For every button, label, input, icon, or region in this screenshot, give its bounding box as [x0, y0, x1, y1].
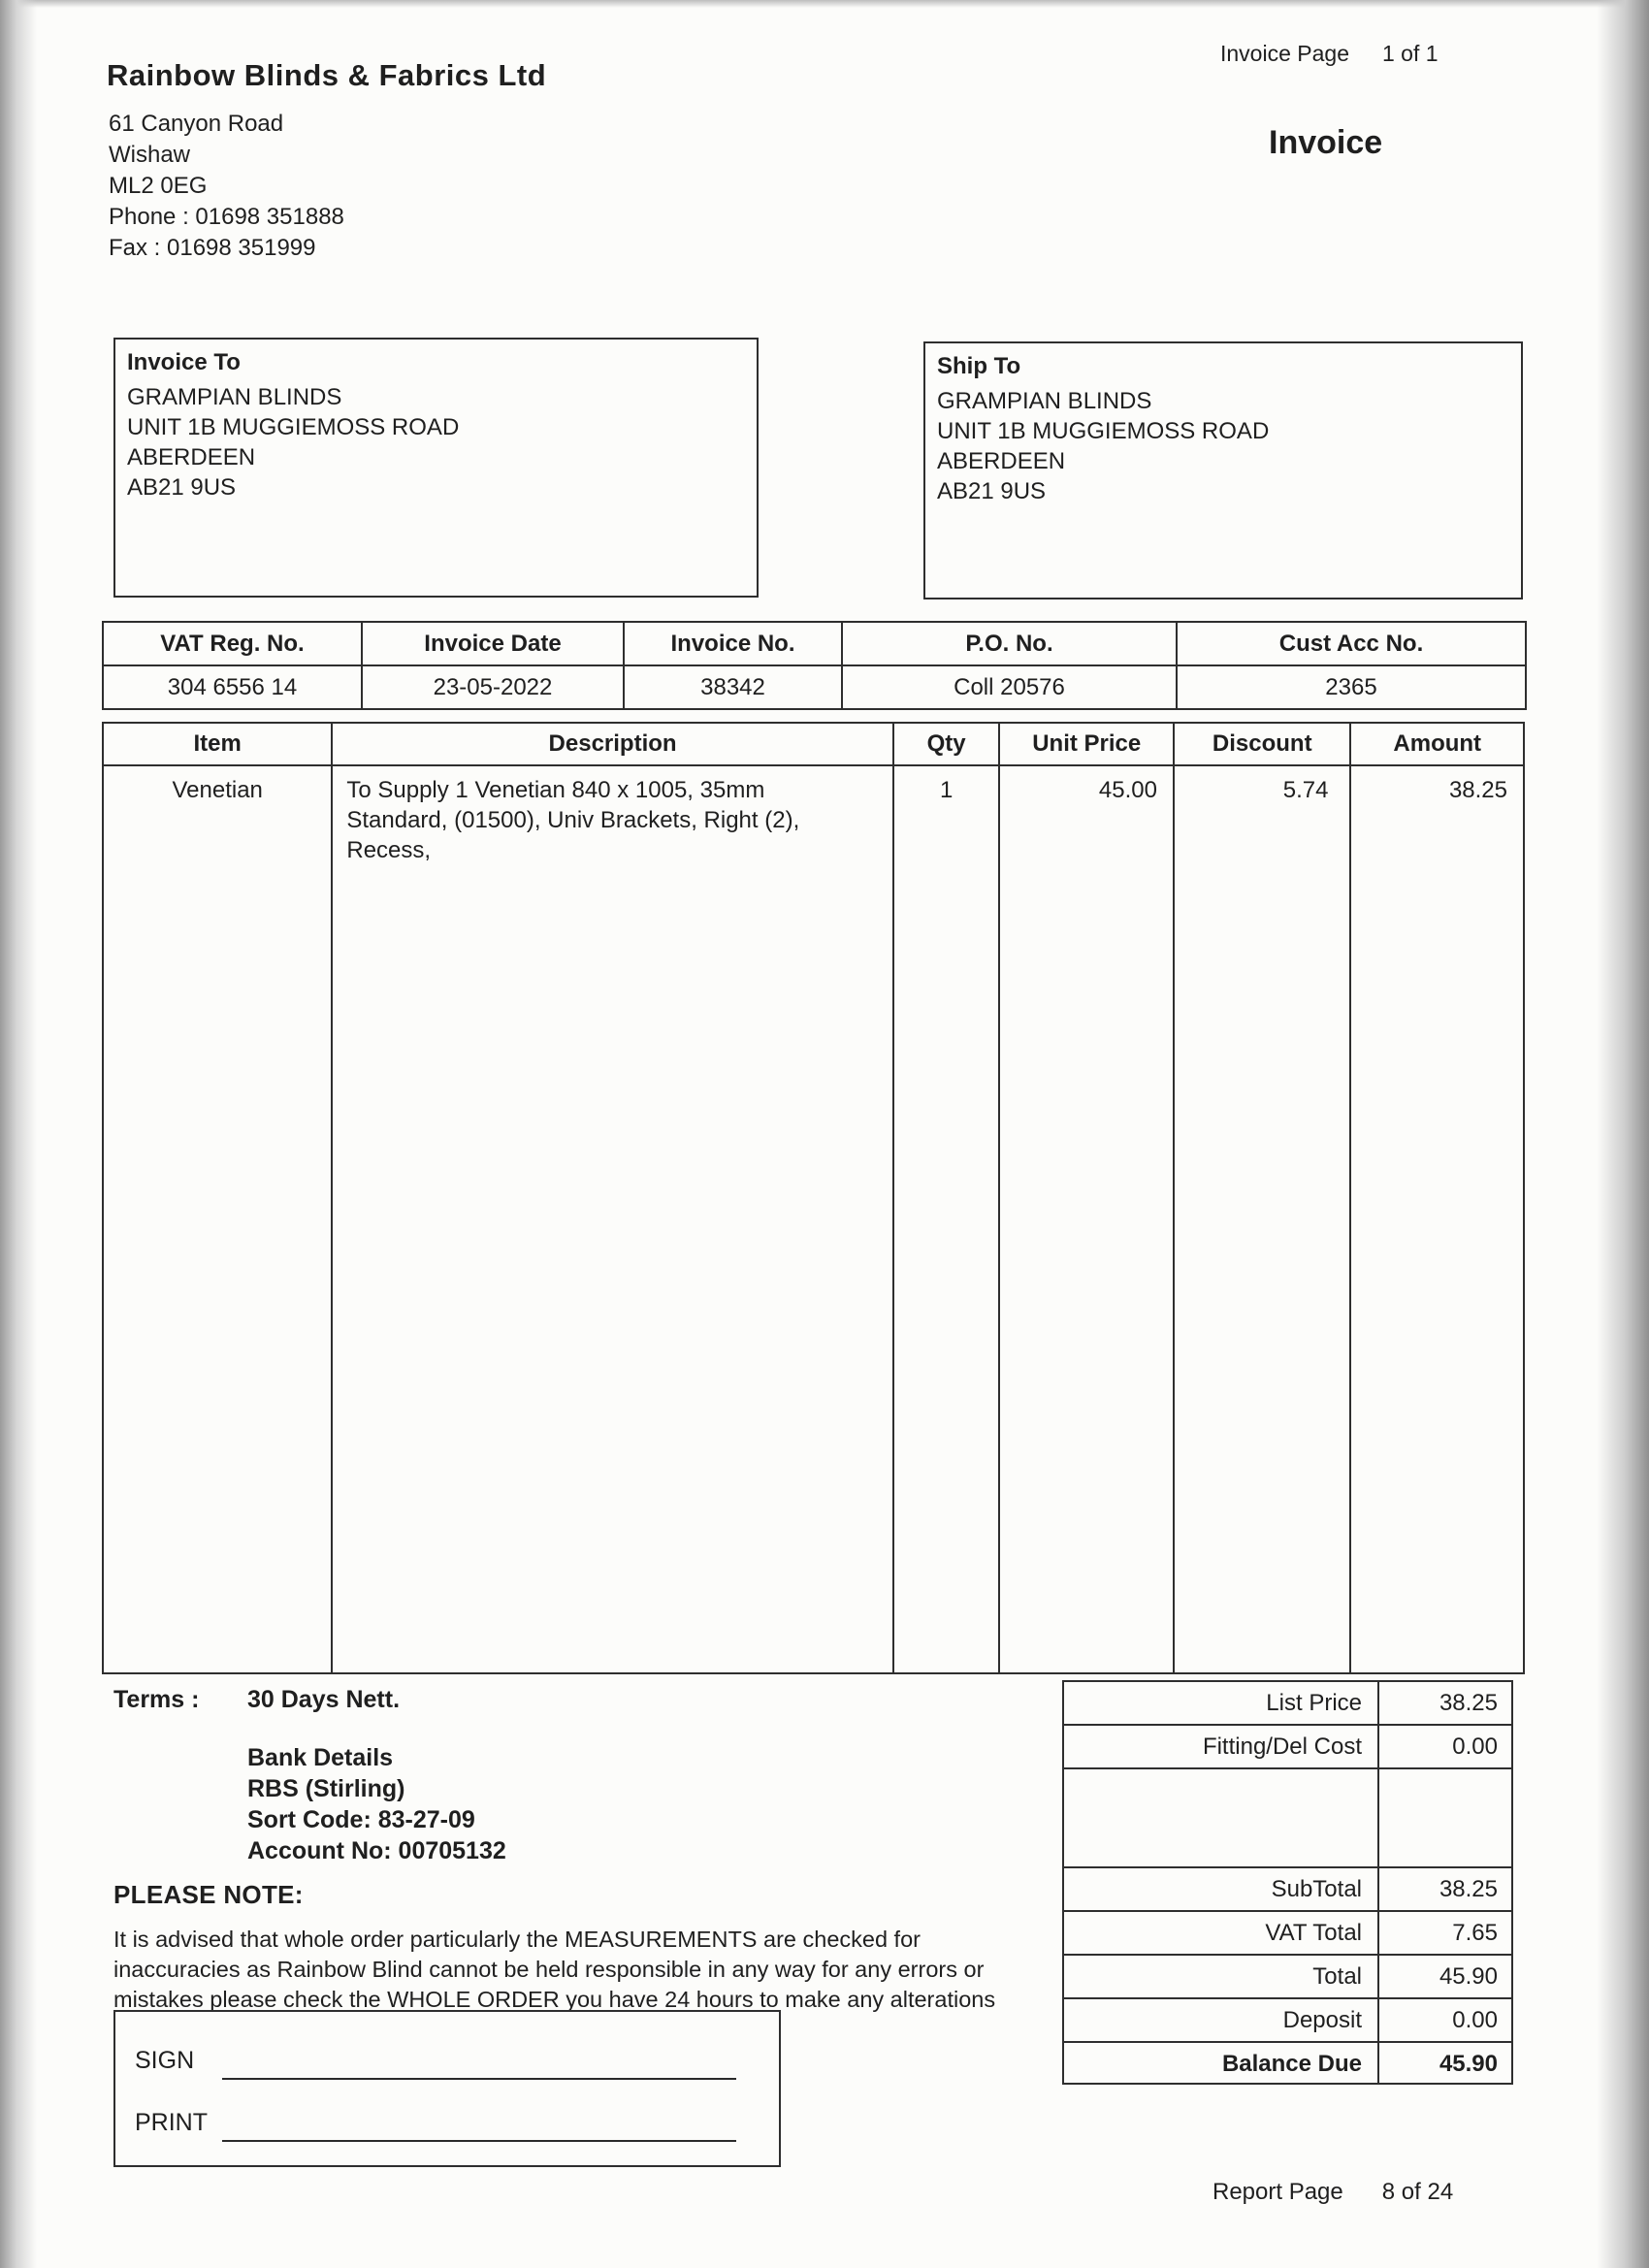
totals-row-subtotal [1064, 1868, 1511, 1912]
company-name: Rainbow Blinds & Fabrics Ltd [107, 58, 547, 92]
address-line: 61 Canyon Road [109, 111, 284, 137]
ship-to-line: GRAMPIAN BLINDS [937, 388, 1152, 414]
totals-label: List Price [1266, 1690, 1362, 1716]
totals-label: VAT Total [1265, 1920, 1362, 1946]
bank-account-no: Account No: 00705132 [247, 1837, 506, 1864]
terms-label: Terms : [113, 1686, 200, 1713]
signature-box [113, 2010, 781, 2167]
ship-to-line: UNIT 1B MUGGIEMOSS ROAD [937, 418, 1270, 444]
invoice-to-line: GRAMPIAN BLINDS [127, 384, 342, 410]
sign-label: SIGN [135, 2047, 195, 2074]
totals-label: Deposit [1282, 2007, 1362, 2033]
unit-price-cell: 45.00 [1098, 777, 1157, 803]
item-cell: Venetian [172, 777, 263, 803]
column-header-qty: Qty [894, 724, 999, 766]
sign-line [222, 2078, 736, 2080]
page-indicator-value: 1 of 1 [1381, 41, 1439, 66]
po-number: Coll 20576 [842, 665, 1177, 709]
subtotal-value: 38.25 [1377, 1868, 1511, 1910]
ship-to-line: AB21 9US [937, 478, 1047, 504]
address-line: Fax : 01698 351999 [109, 235, 316, 261]
column-header-item: Item [104, 724, 331, 766]
totals-row-balance-due [1064, 2043, 1511, 2083]
column-discount [1175, 724, 1352, 1672]
qty-cell: 1 [939, 777, 954, 803]
page-indicator-label: Invoice Page [1220, 41, 1349, 66]
totals-label: Total [1312, 1963, 1362, 1990]
totals-row-fitting-del-cost [1064, 1726, 1511, 1769]
column-header-description: Description [333, 724, 891, 766]
discount-cell: 5.74 [1282, 777, 1329, 803]
meta-value-row [103, 665, 1526, 709]
cust-acc-no: 2365 [1177, 665, 1526, 709]
please-note-title: PLEASE NOTE: [113, 1880, 304, 1909]
invoice-to-box [113, 338, 759, 598]
report-page-value: 8 of 24 [1381, 2179, 1454, 2205]
column-header-discount: Discount [1175, 724, 1350, 766]
meta-header-cell: Invoice No. [624, 622, 842, 665]
column-header-unit-price: Unit Price [1000, 724, 1173, 766]
ship-to-box [923, 341, 1523, 599]
totals-row-total [1064, 1956, 1511, 1999]
bank-details-title: Bank Details [247, 1744, 394, 1771]
scan-edge-top [0, 0, 1649, 8]
page-indicator [1220, 41, 1439, 67]
vat-total-value: 7.65 [1377, 1912, 1511, 1954]
total-value: 45.90 [1377, 1956, 1511, 1997]
totals-label: SubTotal [1271, 1876, 1362, 1902]
bank-name: RBS (Stirling) [247, 1775, 405, 1802]
column-header-amount: Amount [1351, 724, 1523, 766]
bank-sort-code: Sort Code: 83-27-09 [247, 1806, 475, 1833]
totals-row-list-price [1064, 1682, 1511, 1726]
meta-header-cell: Cust Acc No. [1177, 622, 1526, 665]
please-note-body: It is advised that whole order particularly the MEASUREMENTS are checked for inaccuracies as Rainbow Blind cannot be held responsible in any way for any errors or mistakes please check the WHOLE ORDER you have 24 hours to make any alterations [113, 1927, 996, 2012]
invoice-number: 38342 [624, 665, 842, 709]
invoice-to-line: AB21 9US [127, 474, 237, 501]
address-line: Phone : 01698 351888 [109, 204, 344, 230]
totals-label: Balance Due [1221, 2051, 1362, 2077]
report-page-label: Report Page [1212, 2179, 1343, 2205]
column-qty [894, 724, 1001, 1672]
invoice-meta-table [102, 621, 1527, 710]
ship-to-line: ABERDEEN [937, 448, 1066, 474]
column-unit-price [1000, 724, 1175, 1672]
meta-header-cell: VAT Reg. No. [103, 622, 362, 665]
totals-row-deposit [1064, 1999, 1511, 2043]
ship-to-label: Ship To [937, 353, 1021, 379]
company-address [109, 109, 344, 264]
print-label: PRINT [135, 2109, 208, 2136]
totals-spacer [1064, 1769, 1511, 1868]
column-amount [1351, 724, 1523, 1672]
invoice-to-label: Invoice To [127, 349, 241, 375]
meta-header-cell: P.O. No. [842, 622, 1177, 665]
invoice-to-line: ABERDEEN [127, 444, 256, 470]
report-page-indicator [1212, 2179, 1453, 2206]
meta-header-cell: Invoice Date [362, 622, 624, 665]
deposit-value: 0.00 [1377, 1999, 1511, 2041]
scan-edge-right [1597, 0, 1649, 2268]
address-line: Wishaw [109, 142, 191, 168]
vat-reg-no: 304 6556 14 [103, 665, 362, 709]
totals-row-vat-total [1064, 1912, 1511, 1956]
balance-due-value: 45.90 [1377, 2043, 1511, 2083]
line-items-table [102, 722, 1525, 1674]
meta-header-row [103, 622, 1526, 665]
terms-row [113, 1686, 401, 1714]
description-cell: To Supply 1 Venetian 840 x 1005, 35mm Standard, (01500), Univ Brackets, Right (2), Recess, [346, 777, 800, 863]
totals-box [1062, 1680, 1513, 2085]
invoice-to-line: UNIT 1B MUGGIEMOSS ROAD [127, 414, 460, 440]
scan-edge-left [0, 0, 37, 2268]
column-item [104, 724, 333, 1672]
address-line: ML2 0EG [109, 173, 208, 199]
invoice-date: 23-05-2022 [362, 665, 624, 709]
print-line [222, 2140, 736, 2142]
amount-cell: 38.25 [1448, 777, 1507, 803]
fitting-del-cost-value: 0.00 [1377, 1726, 1511, 1767]
terms-value: 30 Days Nett. [247, 1686, 401, 1713]
document-title: Invoice [1269, 124, 1383, 161]
bank-details [247, 1742, 506, 1866]
list-price-value: 38.25 [1377, 1682, 1511, 1724]
totals-label: Fitting/Del Cost [1202, 1733, 1362, 1760]
column-description [333, 724, 893, 1672]
